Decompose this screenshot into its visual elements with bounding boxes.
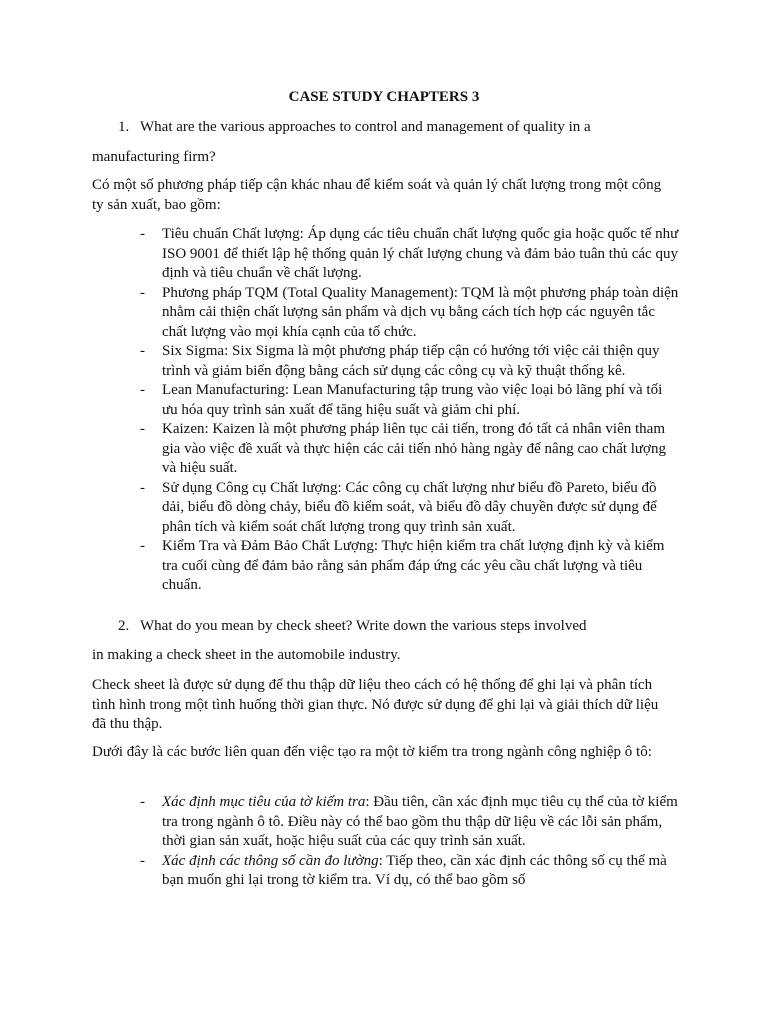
question-2-line-1 [118, 617, 678, 637]
question-1-text: What are the various approaches to control and management of quality in a [140, 119, 591, 135]
bullet-dash: - [140, 794, 145, 810]
list-item: - Kiểm Tra và Đảm Bảo Chất Lượng: Thực hiện kiểm tra chất lượng định kỳ và kiểm tra cuối cùng để đảm bảo rằng sản phẩm đáp ứng các yêu cầu chất lượng và tiêu chuẩn. [140, 538, 665, 593]
question-2-number: 2. [118, 618, 130, 634]
list-item: - Xác định các thông số cần đo lường: Tiếp theo, cần xác định các thông số cụ thể mà bạn muốn ghi lại trong tờ kiểm tra. Ví dụ, có thể bao gồm số [140, 852, 667, 888]
bullet-dash: - [140, 479, 145, 496]
steps-list [140, 793, 680, 891]
question-2-line-2: in making a check sheet in the automobile industry. [92, 647, 401, 663]
steps-intro: Dưới đây là các bước liên quan đến việc tạo ra một tờ kiểm tra trong ngành công nghiệp ô tô: [92, 744, 652, 760]
question-1-intro: Có một số phương pháp tiếp cận khác nhau để kiểm soát và quản lý chất lượng trong một công ty sản xuất, bao gồm: [92, 177, 662, 213]
bullet-dash: - [140, 284, 145, 301]
bullet-dash: - [140, 538, 145, 554]
step-lead: Xác định mục tiêu của tờ kiểm tra [162, 794, 366, 810]
question-1-number: 1. [118, 119, 130, 135]
check-sheet-definition: Check sheet là được sử dụng để thu thập dữ liệu theo cách có hệ thống để ghi lại và phân tích tình hình trong một tình huống thời gian thực. Nó được sử dụng để ghi lại và giải thích dữ liệu đã thu thập. [92, 677, 659, 732]
list-item: - Tiêu chuẩn Chất lượng: Áp dụng các tiêu chuẩn chất lượng quốc gia hoặc quốc tế như ISO 9001 để thiết lập hệ thống quản lý chất lượng chung và đảm bảo tuân thủ các quy định và tiêu chuẩn về chất lượng. [140, 226, 679, 281]
list-item: - Six Sigma: Six Sigma là một phương pháp tiếp cận có hướng tới việc cải thiện quy trình và giảm biến động bằng cách sử dụng các công cụ và kỹ thuật thống kê. [140, 343, 660, 379]
bullet-dash: - [140, 343, 145, 359]
document-title: CASE STUDY CHAPTERS 3 [288, 89, 480, 105]
list-item: - Lean Manufacturing: Lean Manufacturing tập trung vào việc loại bỏ lãng phí và tối ưu hóa quy trình sản xuất để tăng hiệu suất và giảm chi phí. [140, 382, 663, 418]
list-item: - Phương pháp TQM (Total Quality Management): TQM là một phương pháp toàn diện nhằm cải thiện chất lượng sản phẩm và dịch vụ bằng cách tích hợp các nguyên tắc chất lượng vào mọi khía cạnh của tổ chức. [140, 284, 679, 340]
bullet-dash: - [140, 852, 145, 869]
list-item: - Kaizen: Kaizen là một phương pháp liên tục cải tiến, trong đó tất cả nhân viên tham gia vào việc đề xuất và thực hiện các cải tiến nhỏ hàng ngày để nâng cao chất lượng và hiệu suất. [140, 421, 666, 476]
bullet-dash: - [140, 226, 145, 242]
approaches-list [140, 225, 680, 596]
list-item: - Xác định mục tiêu của tờ kiểm tra: Đầu tiên, cần xác định mục tiêu cụ thể của tờ kiểm tra trong ngành ô tô. Điều này có thể bao gồm thu thập dữ liệu về các lỗi sản phẩm, thời gian sản xuất, hoặc hiệu suất của các quy trình sản xuất. [140, 794, 678, 849]
question-1-line-1 [118, 118, 678, 138]
bullet-dash: - [140, 421, 145, 437]
bullet-dash: - [140, 382, 145, 398]
question-2-text: What do you mean by check sheet? Write down the various steps involved [140, 618, 587, 634]
question-1-line-2: manufacturing firm? [92, 149, 216, 165]
step-lead: Xác định các thông số cần đo lường [162, 852, 379, 869]
list-item: - Sử dụng Công cụ Chất lượng: Các công cụ chất lượng như biểu đồ Pareto, biểu đồ dải, biểu đồ dòng chảy, biểu đồ kiểm soát, và biểu đồ dây chuyền được sử dụng để phân tích và kiểm soát chất lượng trong quy trình sản xuất. [140, 479, 657, 535]
